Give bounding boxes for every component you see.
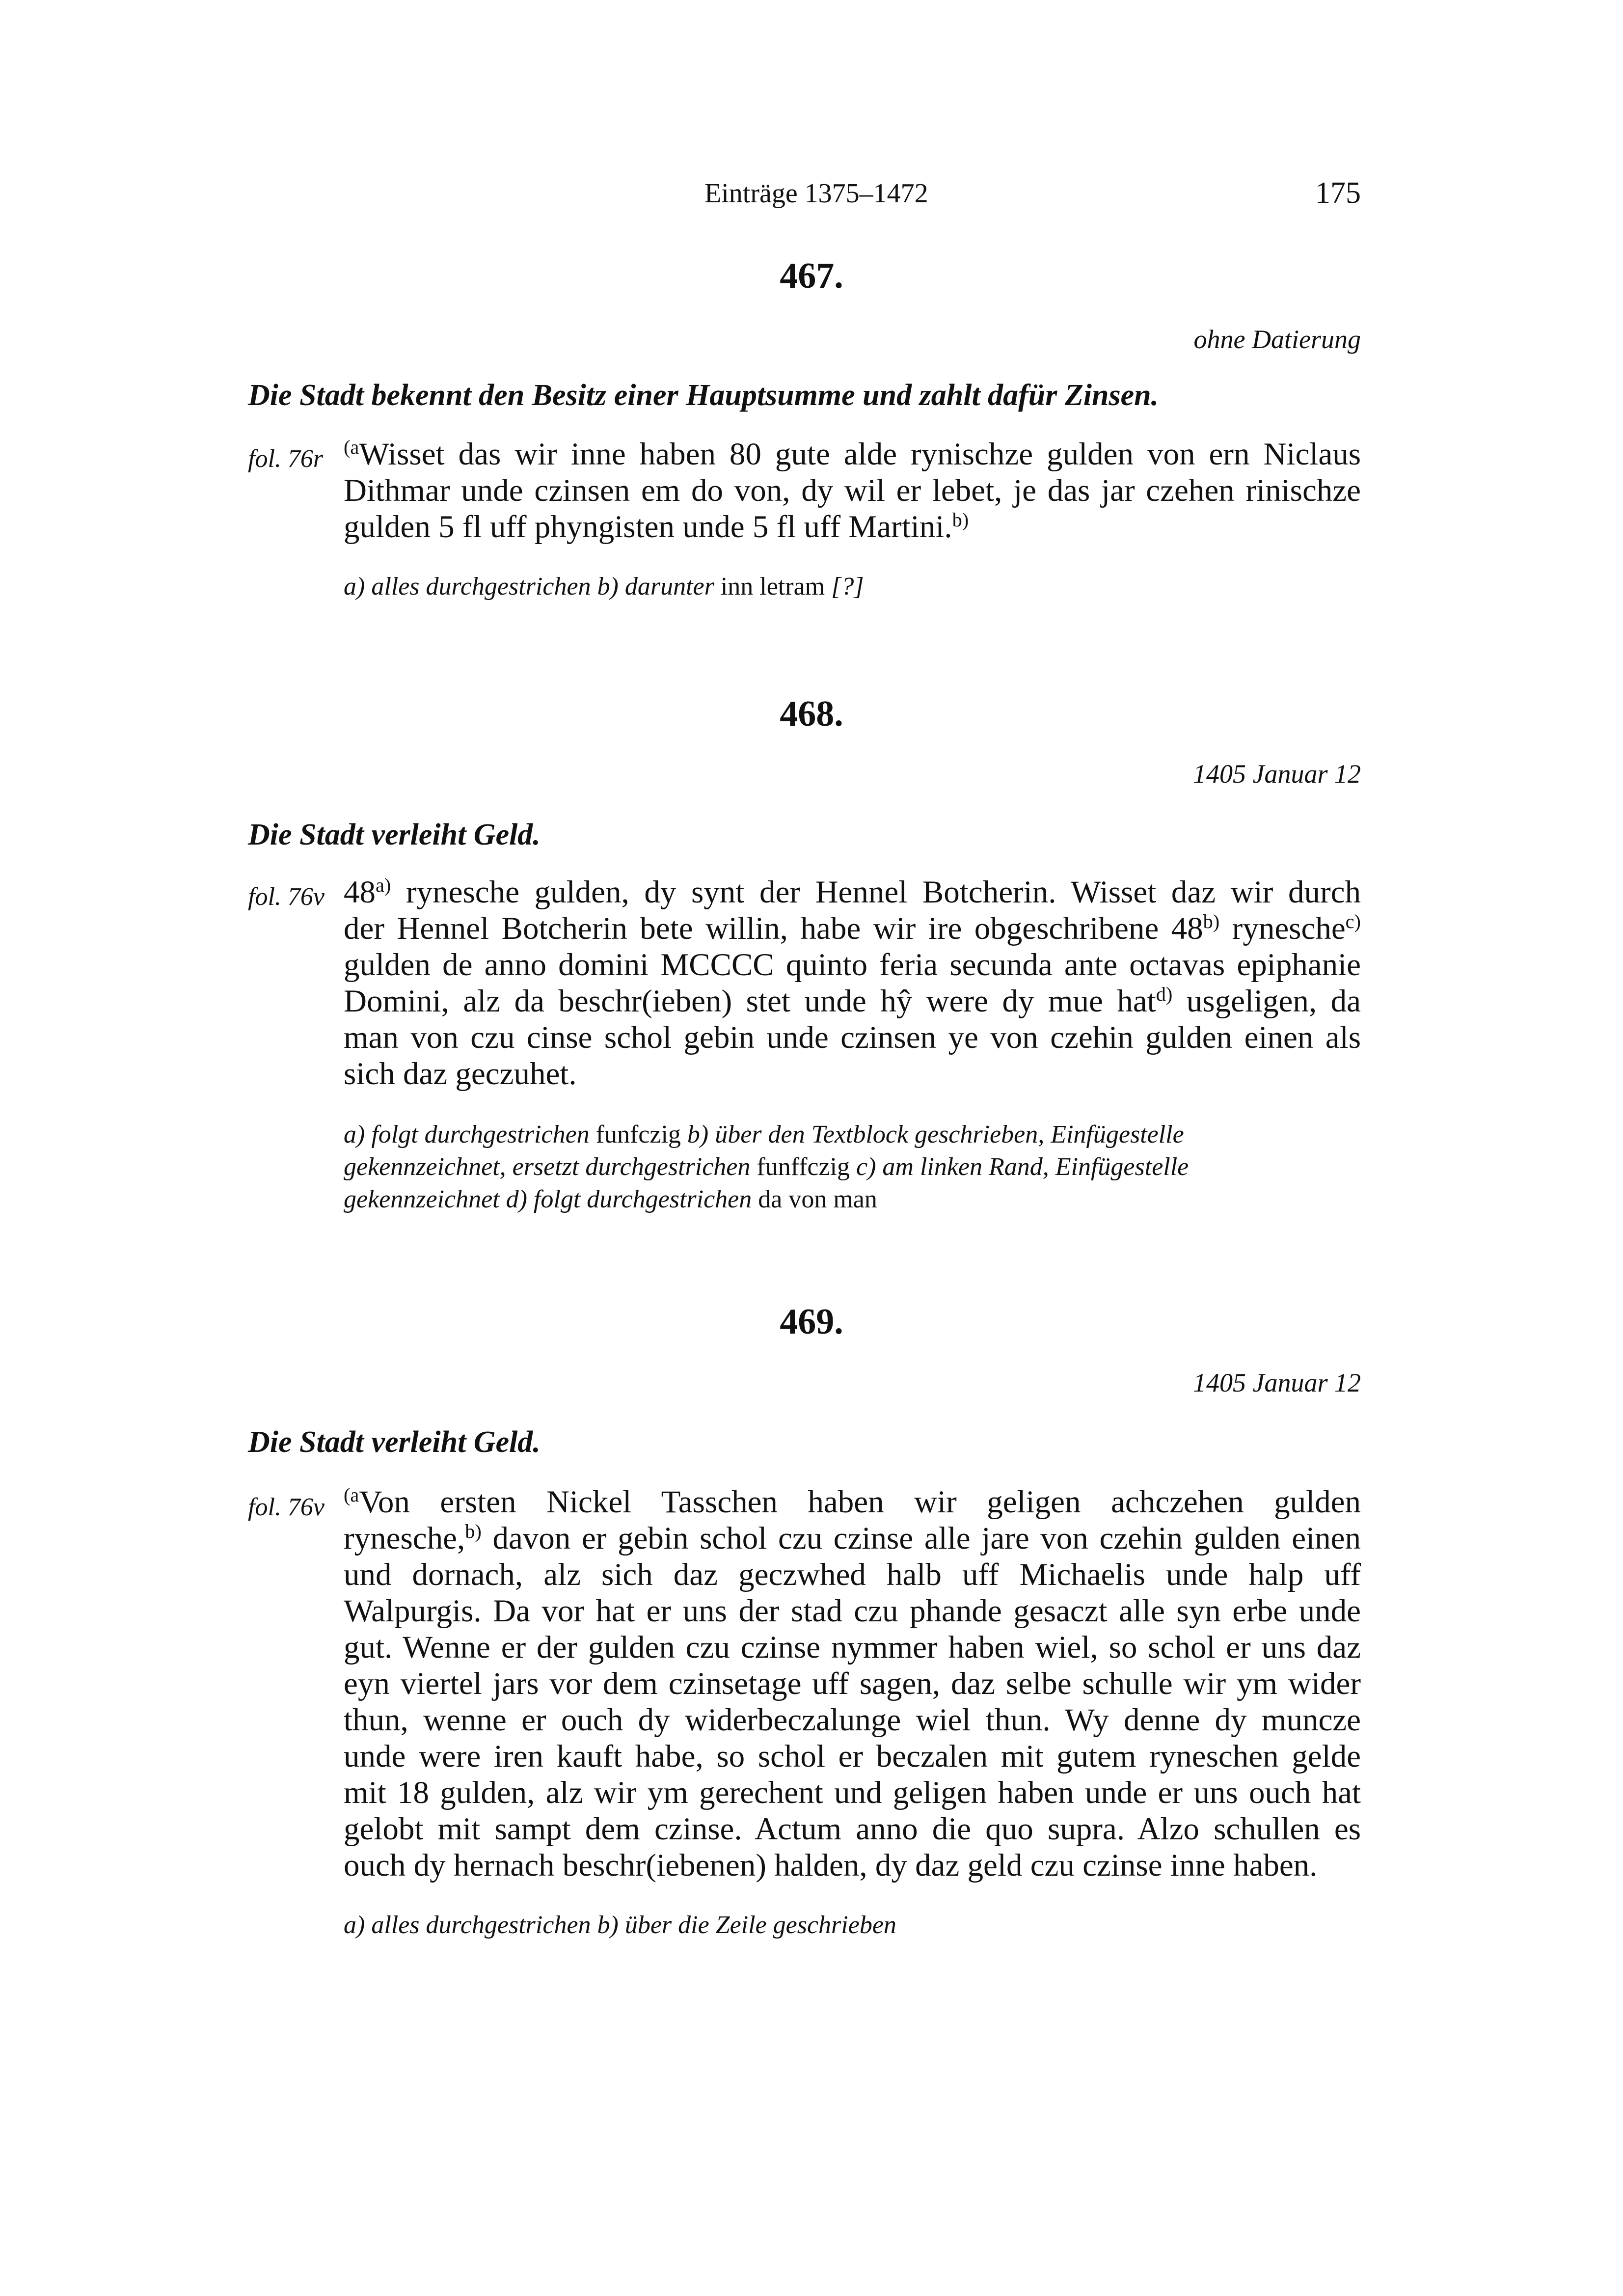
footnote-marker: b) (1203, 910, 1220, 932)
folio-reference: fol. 76v (248, 1493, 325, 1521)
folio-reference: fol. 76r (248, 445, 324, 473)
footnote: a) alles durchgestrichen b) über die Zeile geschrieben (344, 1911, 896, 1939)
entry-text: 48$^{a)}$ rynesche gulden, dy synt der Hennel Botcherin. Wisset daz wir durch der Hennel Botcherin bete willin, habe wir ire obgeschribene 48$^{b)}$ rynesche$^{c)}$ gulden de anno domini MCCCC quinto feria secunda ante octavas epiphanie Domini, alz da beschr(ieben) stet unde hŷ were dy mue hat$^{d)}$ usgeligen, da man von czu cinse schol gebin unde czinsen ye von czehin gulden einen als sich daz geczuhet. (344, 874, 1361, 1092)
folio-reference: fol. 76v (248, 883, 325, 911)
entry-number: 467. (780, 256, 843, 296)
entry-title: Die Stadt verleiht Geld. (248, 818, 541, 851)
entry-title: Die Stadt bekennt den Besitz einer Hauptsumme und zahlt dafür Zinsen. (248, 379, 1159, 412)
footnote: a) alles durchgestrichen b) darunter inn letram [?] (344, 573, 864, 601)
entry-number: 468. (780, 694, 843, 734)
entry-text: $^{(a}$Wisset das wir inne haben 80 gute alde rynischze gulden von ern Niclaus Dithmar unde czinsen em do von, dy wil er lebet, je das jar czehen rinischze gulden 5 fl uff phyngisten unde 5 fl uff Martini.$^{b)}$ (344, 436, 1361, 545)
running-head-title: Einträge 1375–1472 (704, 178, 928, 209)
footnote-marker: c) (1345, 910, 1361, 932)
entry-title: Die Stadt verleiht Geld. (248, 1425, 541, 1459)
footnote-marker: b) (952, 508, 969, 531)
footnote: a) folgt durchgestrichen funfczig b) über den Textblock geschrieben, Einfügestelle gekennzeichnet, ersetzt durchgestrichen funffczig c) am linken Rand, Einfügestelle gekennzeichnet d) folgt durchgestrichen da von man (344, 1121, 1189, 1213)
footnote-marker: a) (376, 874, 391, 896)
footnote-marker: (a (344, 436, 359, 458)
entry-date: ohne Datierung (1193, 325, 1361, 354)
entry-text: $^{(a}$Von ersten Nickel Tasschen haben wir geligen achczehen gulden rynesche,$^{b)}$ davon er gebin schol czu czinse alle jare von czehin gulden einen und dornach, alz sich daz geczwhed halb uff Michaelis unde halp uff Walpurgis. Da vor hat er uns der stad czu phande gesaczt alle syn erbe unde gut. Wenne er der gulden czu czinse nymmer haben wiel, so schol er uns daz eyn viertel jars vor dem czinsetage uff sagen, daz selbe schulle wir ym wider thun, wenne er ouch dy widerbeczalunge wiel thun. Wy denne dy muncze unde were iren kauft habe, so schol er beczalen mit gutem ryneschen gelde mit 18 gulden, alz wir ym gerechent und geligen haben unde er uns ouch hat gelobt mit sampt dem czinse. Actum anno die quo supra. Alzo schullen es ouch dy hernach beschr(iebenen) halden, dy daz geld czu czinse inne haben. (344, 1483, 1361, 1883)
page-number: 175 (1315, 176, 1361, 210)
footnote-marker: (a (344, 1483, 359, 1506)
entry-date: 1405 Januar 12 (1193, 1368, 1361, 1397)
footnote-marker: d) (1156, 983, 1173, 1005)
footnote-marker: b) (465, 1520, 482, 1542)
entry-number: 469. (780, 1302, 843, 1342)
entry-date: 1405 Januar 12 (1193, 759, 1361, 789)
